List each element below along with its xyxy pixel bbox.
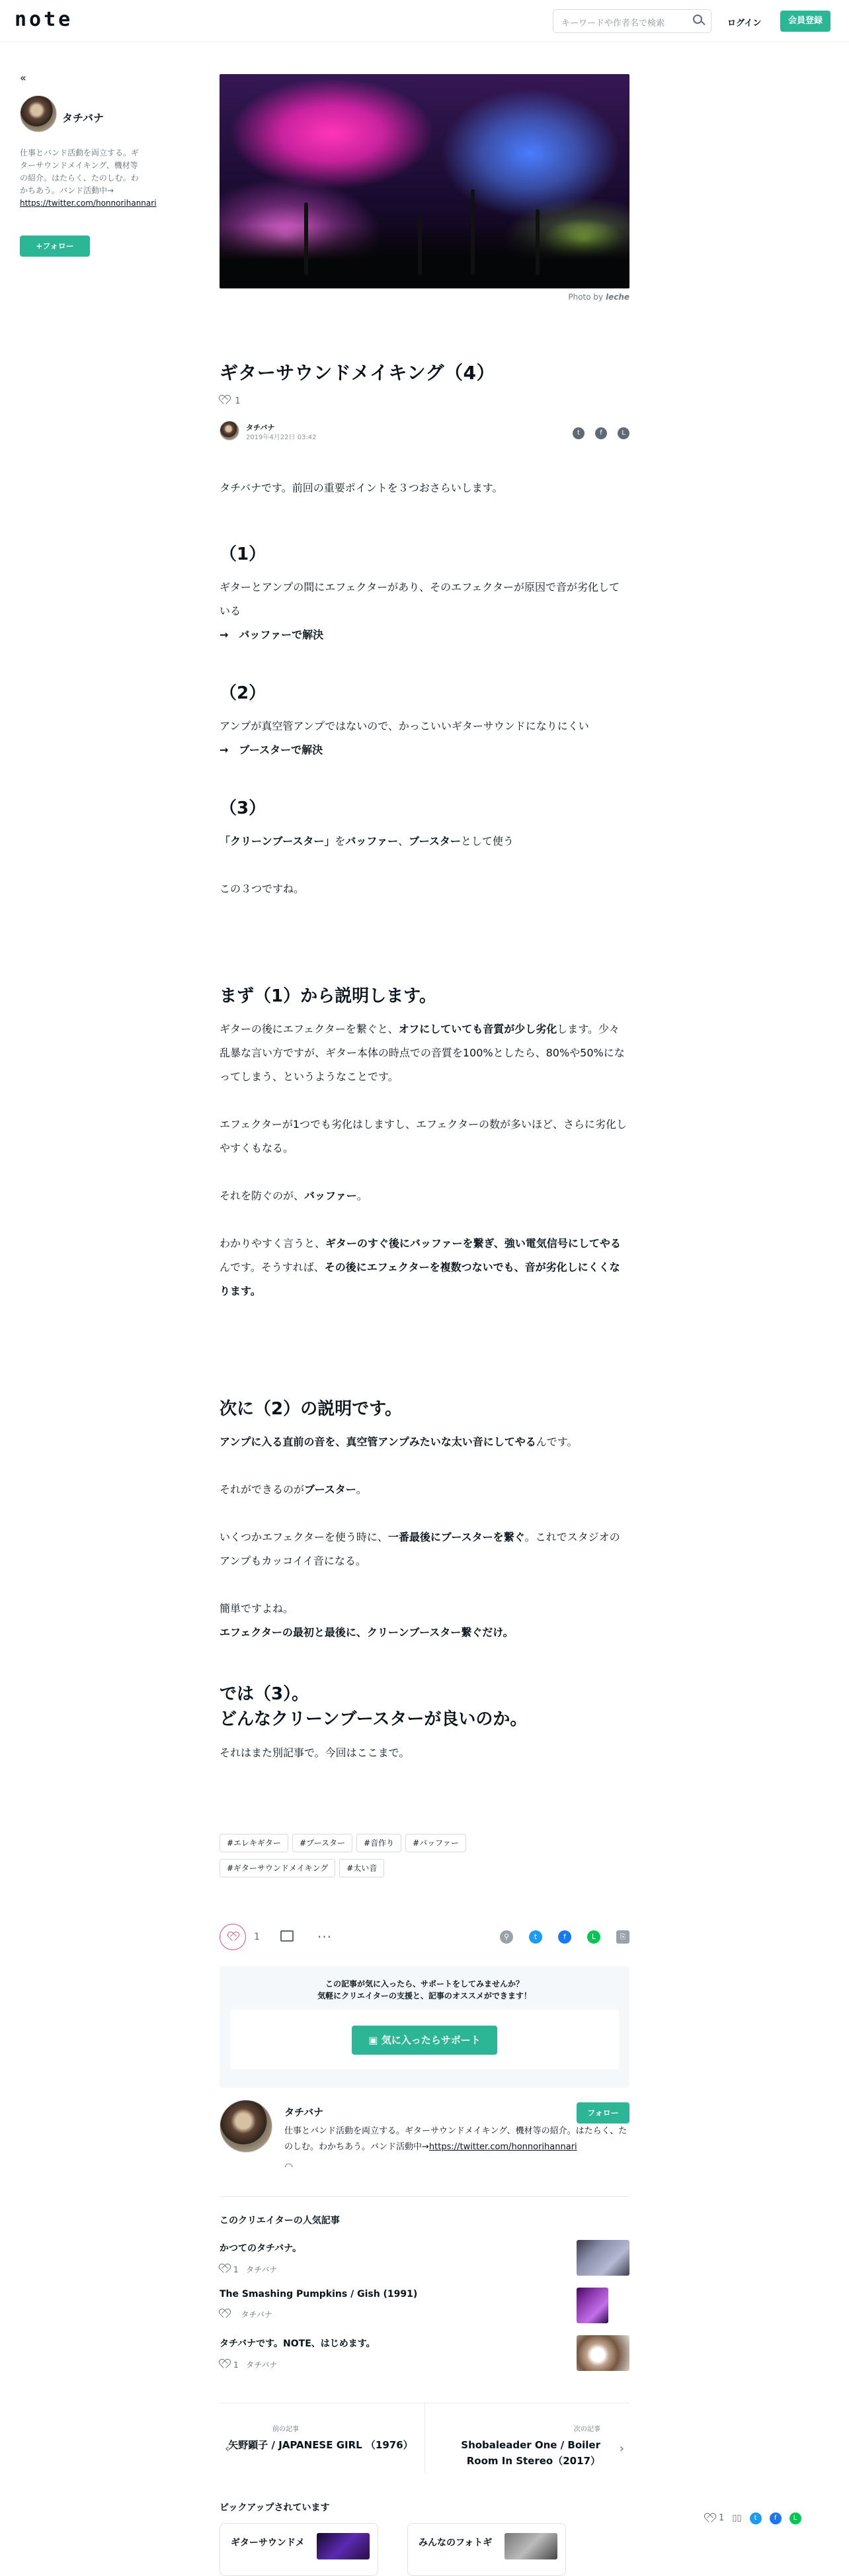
action-bar bbox=[220, 1924, 629, 1953]
avatar[interactable] bbox=[220, 421, 239, 441]
article-thumbnail[interactable] bbox=[577, 2335, 629, 2371]
comment-icon[interactable] bbox=[280, 1930, 294, 1942]
list-item[interactable] bbox=[220, 2335, 629, 2383]
hero-image bbox=[220, 74, 629, 288]
article bbox=[220, 74, 629, 1765]
twitter-icon[interactable]: t bbox=[750, 2512, 762, 2524]
divider bbox=[220, 2196, 629, 2197]
article-meta: 1 タチバナ bbox=[220, 2264, 629, 2275]
section-heading: （3） bbox=[220, 798, 266, 818]
paragraph: それを防ぐのが、バッファー。 bbox=[220, 1189, 368, 1202]
heart-icon[interactable] bbox=[220, 2264, 229, 2273]
creator-name[interactable]: タチバナ bbox=[62, 112, 104, 124]
avatar[interactable] bbox=[220, 2100, 272, 2153]
pickup-card[interactable]: ギターサウンドメ bbox=[220, 2523, 378, 2576]
list-item[interactable] bbox=[220, 2288, 629, 2335]
article-body bbox=[220, 476, 629, 1765]
paragraph: 「クリーンブースター」をバッファー、ブースターとして使う bbox=[220, 835, 514, 847]
heart-icon[interactable] bbox=[220, 396, 229, 404]
article-title: ギターサウンドメイキング（4） bbox=[220, 362, 496, 384]
magazine-icon[interactable]: ▯▯ bbox=[732, 2513, 742, 2523]
card-thumbnail bbox=[505, 2533, 557, 2559]
next-article[interactable] bbox=[427, 2423, 629, 2469]
popular-articles bbox=[220, 2213, 629, 2383]
paragraph: アンプに入る直前の音を、真空管アンプみたいな太い音にしてやるんです。 bbox=[220, 1436, 578, 1448]
facebook-icon[interactable]: f bbox=[595, 427, 607, 439]
creator-profile bbox=[220, 2100, 629, 2179]
collapse-icon[interactable]: « bbox=[20, 71, 26, 84]
search-icon[interactable] bbox=[693, 15, 702, 24]
line-icon[interactable]: L bbox=[789, 2512, 801, 2524]
tag-chip[interactable]: #ギターサウンドメイキング bbox=[220, 1859, 335, 1877]
facebook-icon[interactable]: f bbox=[770, 2512, 782, 2524]
twitter-link[interactable]: https://twitter.com/honnorihannari bbox=[20, 198, 157, 208]
like-button[interactable] bbox=[220, 1924, 246, 1950]
article-link[interactable]: The Smashing Pumpkins / Gish (1991) bbox=[220, 2289, 418, 2299]
paragraph-bold: → バッファーで解決 bbox=[220, 628, 324, 641]
article-thumbnail[interactable] bbox=[577, 2288, 608, 2323]
paragraph: 簡単ですよね。 bbox=[220, 1602, 294, 1615]
twitter-icon[interactable]: t bbox=[529, 1930, 542, 1944]
register-button[interactable]: 会員登録 bbox=[780, 11, 830, 32]
embed-icon[interactable]: ⎘ bbox=[616, 1930, 629, 1944]
previous-label: 前の記事 bbox=[272, 2426, 299, 2433]
author-name[interactable]: タチバナ bbox=[246, 423, 275, 432]
creator-name[interactable]: タチバナ bbox=[284, 2106, 324, 2118]
follow-button[interactable]: フォロー bbox=[577, 2102, 629, 2124]
link-icon[interactable]: ⚲ bbox=[500, 1930, 513, 1944]
support-message: この記事が気に入ったら、サポートをしてみませんか？ 気軽にクリエイターの支援と、記事のオススメができます！ bbox=[317, 1979, 532, 2000]
heart-icon bbox=[228, 1932, 238, 1941]
list-item[interactable] bbox=[220, 2240, 629, 2288]
section-heading: （2） bbox=[220, 683, 266, 703]
paragraph: それはまた別記事で。今回はここまで。 bbox=[220, 1746, 410, 1759]
paragraph: アンプが真空管アンプではないので、かっこいいギターサウンドになりにくい bbox=[220, 720, 589, 732]
section-heading: まず（1）から説明します。 bbox=[220, 986, 437, 1006]
heart-icon[interactable] bbox=[220, 2360, 229, 2368]
popular-title: このクリエイターの人気記事 bbox=[220, 2215, 340, 2226]
like-row[interactable] bbox=[220, 396, 629, 411]
paragraph: ギターとアンプの間にエフェクターがあり、そのエフェクターが原因で音が劣化している bbox=[220, 581, 620, 617]
paragraph: いくつかエフェクターを使う時に、一番最後にブースターを繋ぐ。これでスタジオのアンプもカッコイイ音になる。 bbox=[220, 1531, 620, 1567]
photographer-link[interactable]: leche bbox=[605, 292, 629, 302]
tag-chip[interactable]: #音作り bbox=[356, 1834, 401, 1852]
previous-article[interactable] bbox=[220, 2423, 422, 2453]
share-actions bbox=[484, 1929, 629, 1944]
article-link[interactable]: かつてのタチバナ。 bbox=[220, 2243, 302, 2254]
like-count: 1 bbox=[235, 396, 241, 406]
pickup-card[interactable]: みんなのフォトギ bbox=[407, 2523, 566, 2576]
creator-sidebar bbox=[20, 71, 157, 251]
like-count: 1 bbox=[254, 1932, 260, 1942]
chevron-right-icon[interactable]: › bbox=[619, 2442, 624, 2456]
follow-button[interactable]: +フォロー bbox=[20, 236, 90, 257]
twitter-link[interactable]: https://twitter.com/honnorihannari bbox=[428, 2142, 577, 2152]
paragraph: この３つですね。 bbox=[220, 882, 305, 895]
article-meta: 1 タチバナ bbox=[220, 2359, 629, 2370]
article-link[interactable]: タチバナです。NOTE、はじめます。 bbox=[220, 2339, 376, 2349]
share-icons bbox=[562, 425, 629, 439]
support-panel bbox=[230, 2010, 619, 2069]
heart-icon[interactable] bbox=[220, 2309, 229, 2318]
twitter-icon[interactable]: t bbox=[573, 427, 585, 439]
more-icon[interactable]: ··· bbox=[317, 1929, 333, 1945]
article-thumbnail[interactable] bbox=[577, 2240, 629, 2276]
tag-chip[interactable]: #バッファー bbox=[405, 1834, 466, 1852]
rss-icon[interactable]: ◠ bbox=[284, 2161, 294, 2172]
creator-bio: 仕事とバンド活動を両立する。ギターサウンドメイキング、機材等の紹介。はたらく、たのしむ。わかちあう。バンド活動中→ https://twitter.com/honnorihannari bbox=[20, 148, 157, 208]
paragraph: それができるのがブースター。 bbox=[220, 1483, 367, 1496]
photo-credit: Photo by leche bbox=[568, 292, 629, 302]
note-logo[interactable]: note bbox=[15, 8, 73, 31]
section-heading: （1） bbox=[220, 544, 266, 564]
tag-chip[interactable]: #エレキギター bbox=[220, 1834, 288, 1852]
login-link[interactable]: ログイン bbox=[727, 19, 762, 28]
section-heading: では（3）。 どんなクリーンブースターが良いのか。 bbox=[220, 1684, 528, 1729]
line-icon[interactable]: L bbox=[618, 427, 629, 439]
support-button[interactable]: ▣ 気に入ったらサポート bbox=[352, 2026, 497, 2055]
paragraph-bold: → ブースターで解決 bbox=[220, 744, 323, 756]
paragraph: タチバナです。前回の重要ポイントを３つおさらいします。 bbox=[220, 482, 503, 494]
tag-chip[interactable]: #ブースター bbox=[292, 1834, 352, 1852]
card-thumbnail bbox=[317, 2533, 370, 2559]
tag-chip[interactable]: #太い音 bbox=[339, 1859, 384, 1877]
tag-list bbox=[220, 1834, 629, 1884]
avatar[interactable] bbox=[20, 95, 57, 132]
paragraph: ギターの後にエフェクターを繋ぐと、オフにしていても音質が少し劣化します。少々乱暴な言い方ですが、ギター本体の時点での音質を100%としたら、80%や50%になってしまう、というようなことです。 bbox=[220, 1023, 625, 1083]
paragraph: エフェクターが1つでも劣化はしますし、エフェクターの数が多いほど、さらに劣化しやすくもなる。 bbox=[220, 1118, 627, 1154]
author-info bbox=[220, 421, 629, 447]
gift-icon: ▣ bbox=[368, 2034, 382, 2046]
creator-bio: 仕事とバンド活動を両立する。ギターサウンドメイキング、機材等の紹介。はたらく、たのしむ。わかちあう。バンド活動中→https://twitter.com/honnorihannari bbox=[284, 2126, 627, 2152]
next-label: 次の記事 bbox=[574, 2426, 600, 2433]
section-heading: 次に（2）の説明です。 bbox=[220, 1399, 403, 1419]
previous-title[interactable]: 矢野顕子 / JAPANESE GIRL （1976） bbox=[228, 2439, 413, 2451]
article-meta: タチバナ bbox=[220, 2309, 629, 2320]
article-navigation bbox=[220, 2403, 629, 2473]
facebook-icon[interactable]: f bbox=[558, 1930, 571, 1944]
pickup-title: ピックアップされています bbox=[220, 2503, 330, 2513]
next-title[interactable]: Shobaleader One / Boiler Room In Stereo（2017） bbox=[461, 2439, 600, 2467]
site-header bbox=[0, 0, 849, 42]
paragraph-bold: エフェクターの最初と最後に、クリーンブースター繋ぐだけ。 bbox=[220, 1626, 514, 1639]
search-input[interactable]: キーワードや作者名で検索 bbox=[553, 9, 711, 33]
chevron-left-icon[interactable]: ‹ bbox=[225, 2442, 230, 2456]
line-icon[interactable]: L bbox=[587, 1930, 600, 1944]
floating-share-bar bbox=[705, 2511, 845, 2530]
like-count: 1 bbox=[719, 2513, 725, 2523]
heart-icon[interactable] bbox=[705, 2514, 715, 2522]
publish-date: 2019年4月22日 03:42 bbox=[246, 434, 317, 441]
paragraph: わかりやすく言うと、ギターのすぐ後にバッファーを繋ぎ、強い電気信号にしてやるんです。そうすれば、その後にエフェクターを複数つないでも、音が劣化しにくくなります。 bbox=[220, 1237, 621, 1297]
support-box bbox=[220, 1966, 629, 2088]
